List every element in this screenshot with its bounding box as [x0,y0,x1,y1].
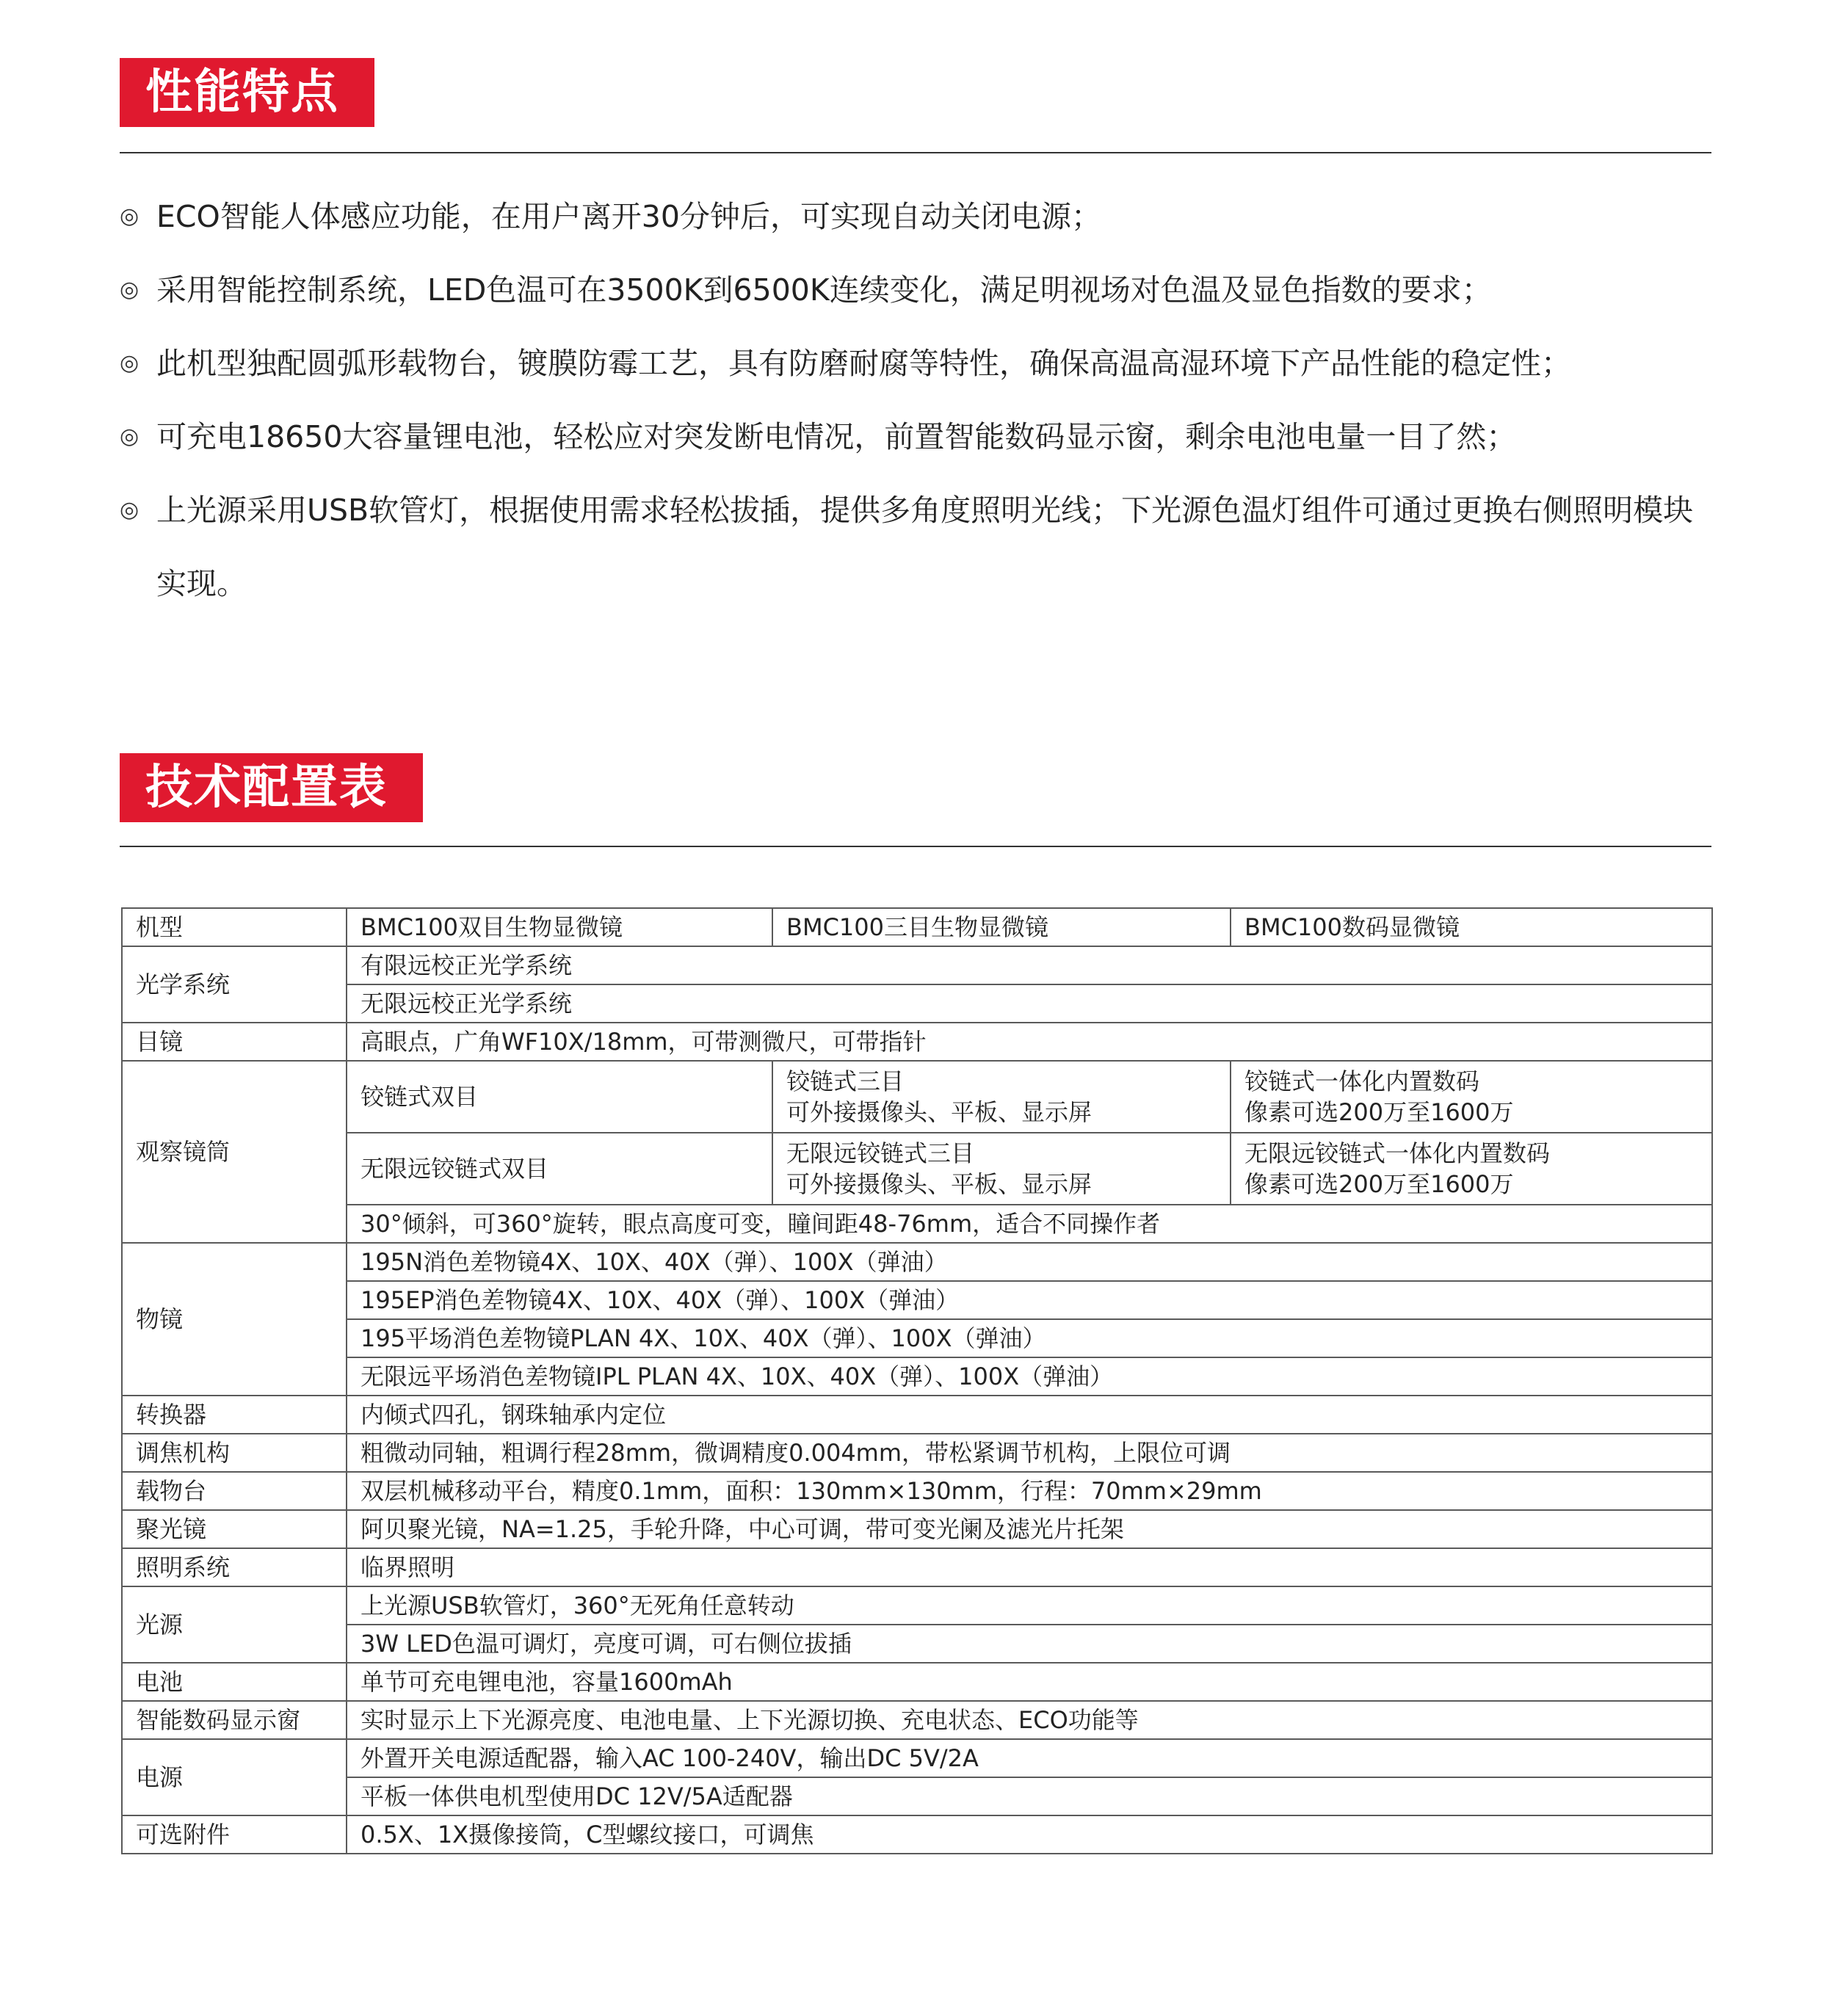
row-label: 可选附件 [122,1815,347,1854]
table-cell: 195N消色差物镜4X、10X、40X（弹）、100X（弹油） [347,1243,1712,1281]
table-cell: BMC100数码显微镜 [1231,908,1712,946]
table-row [122,1243,1712,1281]
feature-item: ◎ 上光源采用USB软管灯，根据使用需求轻松拔插，提供多角度照明光线；下光源色温灯组件可通过更换右侧照明模块实现。 [120,474,1720,620]
table-row [122,1739,1712,1777]
feature-item: ◎ 此机型独配圆弧形载物台，镀膜防霉工艺，具有防磨耐腐等特性，确保高温高湿环境下产品性能的稳定性； [120,327,1720,400]
table-row [122,1357,1712,1396]
table-cell: 无限远铰链式双目 [347,1133,772,1205]
table-cell: 外置开关电源适配器，输入AC 100-240V，输出DC 5V/2A [347,1739,1712,1777]
table-row [122,1205,1712,1243]
table-row [122,1133,1712,1205]
features-section-title: 性能特点 [120,58,374,127]
table-row [122,984,1712,1023]
table-row [122,1434,1712,1472]
table-cell: 0.5X、1X摄像接筒，C型螺纹接口，可调焦 [347,1815,1712,1854]
table-cell: 临界照明 [347,1548,1712,1586]
bullet-icon: ◎ [120,424,139,449]
table-cell: 粗微动同轴，粗调行程28mm，微调精度0.004mm，带松紧调节机构，上限位可调 [347,1434,1712,1472]
row-label: 载物台 [122,1472,347,1510]
section-divider [120,152,1711,153]
table-cell: 铰链式三目 可外接摄像头、平板、显示屏 [772,1061,1231,1133]
table-cell: 实时显示上下光源亮度、电池电量、上下光源切换、充电状态、ECO功能等 [347,1701,1712,1739]
row-label: 调焦机构 [122,1434,347,1472]
table-cell: 阿贝聚光镜，NA=1.25，手轮升降，中心可调，带可变光阑及滤光片托架 [347,1510,1712,1548]
table-row [122,1815,1712,1854]
bullet-icon: ◎ [120,350,139,376]
table-row [122,1281,1712,1319]
table-cell: 无限远平场消色差物镜IPL PLAN 4X、10X、40X（弹）、100X（弹油） [347,1357,1712,1396]
table-row [122,1319,1712,1357]
table-cell: 平板一体供电机型使用DC 12V/5A适配器 [347,1777,1712,1815]
row-label: 目镜 [122,1023,347,1061]
table-row [122,1586,1712,1625]
row-label: 电源 [122,1739,347,1815]
table-row [122,1510,1712,1548]
row-label: 智能数码显示窗 [122,1701,347,1739]
row-label: 照明系统 [122,1548,347,1586]
feature-list [120,180,1720,620]
table-row [122,1396,1712,1434]
section-divider [120,846,1711,847]
row-label: 光源 [122,1586,347,1663]
feature-item: ◎ 可充电18650大容量锂电池，轻松应对突发断电情况，前置智能数码显示窗，剩余电池电量一目了然； [120,400,1720,474]
row-label: 观察镜筒 [122,1061,347,1243]
table-row [122,1061,1712,1133]
table-cell: 195EP消色差物镜4X、10X、40X（弹）、100X（弹油） [347,1281,1712,1319]
table-cell: 无限远校正光学系统 [347,984,1712,1023]
spec-table [121,907,1713,1854]
table-row [122,1625,1712,1663]
table-row [122,1023,1712,1061]
table-cell: 内倾式四孔，钢珠轴承内定位 [347,1396,1712,1434]
row-label: 转换器 [122,1396,347,1434]
row-label: 电池 [122,1663,347,1701]
table-row [122,908,1712,946]
table-cell: 无限远铰链式一体化内置数码 像素可选200万至1600万 [1231,1133,1712,1205]
table-cell: BMC100三目生物显微镜 [772,908,1231,946]
table-cell: 高眼点，广角WF10X/18mm，可带测微尺，可带指针 [347,1023,1712,1061]
table-row [122,1472,1712,1510]
table-cell: 铰链式双目 [347,1061,772,1133]
table-cell: 30°倾斜，可360°旋转，眼点高度可变，瞳间距48-76mm，适合不同操作者 [347,1205,1712,1243]
bullet-icon: ◎ [120,203,139,229]
feature-item: ◎ 采用智能控制系统，LED色温可在3500K到6500K连续变化，满足明视场对色温及显色指数的要求； [120,253,1720,327]
table-cell: 无限远铰链式三目 可外接摄像头、平板、显示屏 [772,1133,1231,1205]
row-label: 光学系统 [122,946,347,1023]
table-cell: 195平场消色差物镜PLAN 4X、10X、40X（弹）、100X（弹油） [347,1319,1712,1357]
row-label: 聚光镜 [122,1510,347,1548]
table-row [122,1548,1712,1586]
feature-item: ◎ ECO智能人体感应功能，在用户离开30分钟后，可实现自动关闭电源； [120,180,1720,253]
table-cell: 上光源USB软管灯，360°无死角任意转动 [347,1586,1712,1625]
table-row [122,946,1712,984]
row-label: 物镜 [122,1243,347,1396]
table-row [122,1663,1712,1701]
table-row [122,1701,1712,1739]
table-cell: 3W LED色温可调灯，亮度可调，可右侧位拔插 [347,1625,1712,1663]
row-label: 机型 [122,908,347,946]
bullet-icon: ◎ [120,277,139,302]
table-cell: 单节可充电锂电池，容量1600mAh [347,1663,1712,1701]
bullet-icon: ◎ [120,497,139,523]
table-cell: 有限远校正光学系统 [347,946,1712,984]
table-cell: 铰链式一体化内置数码 像素可选200万至1600万 [1231,1061,1712,1133]
spec-section-title: 技术配置表 [120,753,423,822]
table-cell: 双层机械移动平台，精度0.1mm，面积：130mm×130mm，行程：70mm×29mm [347,1472,1712,1510]
table-cell: BMC100双目生物显微镜 [347,908,772,946]
table-row [122,1777,1712,1815]
